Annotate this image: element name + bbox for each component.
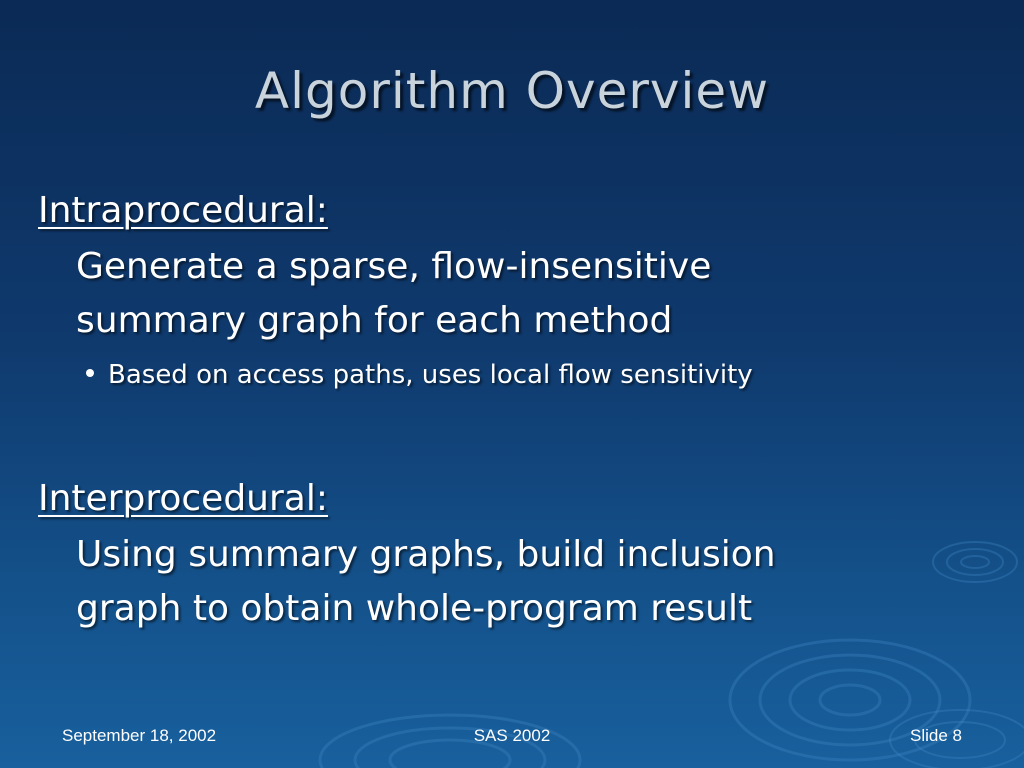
bullet-dot-icon: [86, 369, 94, 377]
bullet-item: [86, 360, 753, 390]
body-line: graph to obtain whole-program result: [76, 588, 753, 629]
footer-conference: SAS 2002: [473, 726, 551, 745]
section-body-intraprocedural: [76, 240, 976, 348]
section-body-interprocedural: [76, 528, 976, 636]
section-heading-interprocedural: Interprocedural:: [38, 478, 328, 519]
section-heading-intraprocedural: Intraprocedural:: [38, 190, 328, 231]
body-line: Using summary graphs, build inclusion: [76, 534, 776, 575]
body-line: summary graph for each method: [76, 300, 673, 341]
footer-slide-number: Slide 8: [910, 726, 962, 745]
slide-title: Algorithm Overview: [254, 62, 770, 120]
footer-date: September 18, 2002: [62, 726, 217, 745]
bullet-text: Based on access paths, uses local flow sensitivity: [108, 360, 753, 390]
body-line: Generate a sparse, flow-insensitive: [76, 246, 712, 287]
